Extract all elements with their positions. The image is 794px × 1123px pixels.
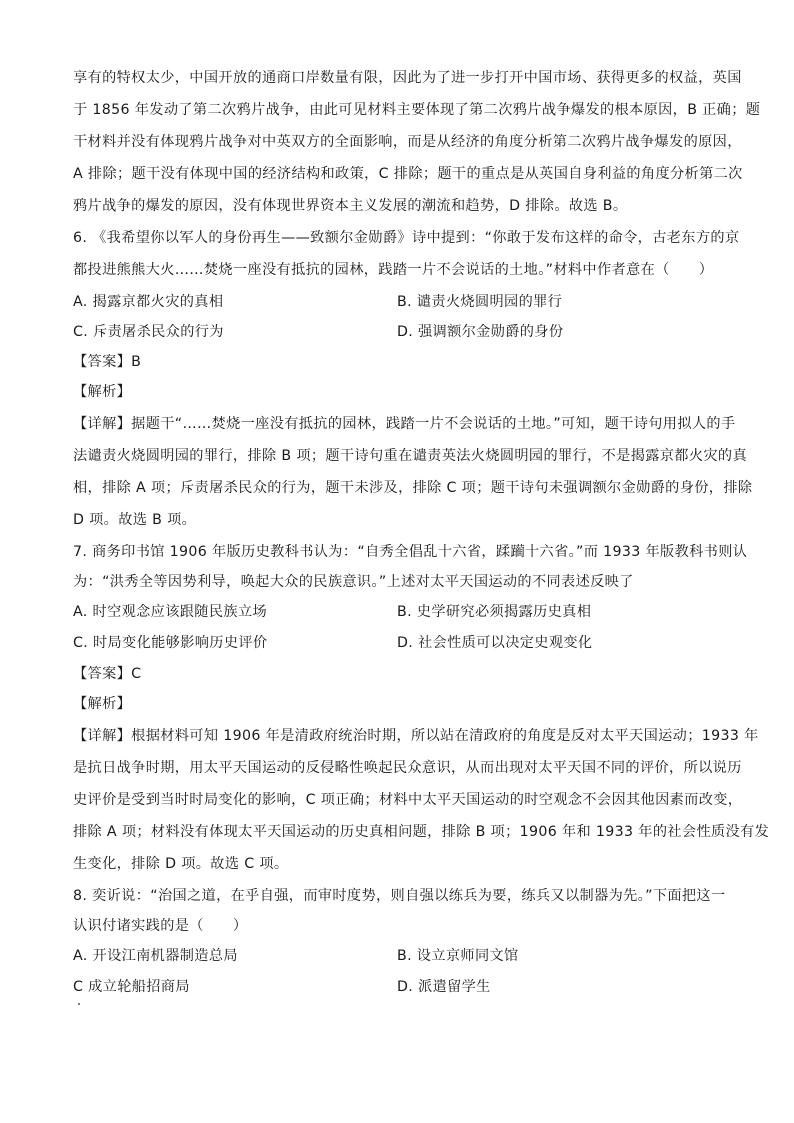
q8-option-b: B. 设立京师同文馆	[397, 948, 519, 964]
q6-answer-tag: 【答案】	[73, 354, 132, 370]
q8-option-c: C 成立轮船招商局	[73, 979, 190, 995]
q7-stem-line-1: 7. 商务印书馆 1906 年版历史教科书认为：“自秀全倡乱十六省，蹂躏十六省。”而 1933 年版教科书则认	[73, 544, 748, 560]
q6-option-b: B. 谴责火烧圆明园的罪行	[397, 294, 563, 310]
q7-option-d: D. 社会性质可以决定史观变化	[397, 635, 593, 651]
q6-answer-line	[73, 352, 723, 372]
q6-stem-line-1: 6. 《我希望你以军人的身份再生——致额尔金勋爵》诗中提到：“你敢于发布这样的命令，古老东方的京	[73, 230, 740, 246]
q8-option-d: D. 派遣留学生	[397, 979, 491, 995]
q6-stem-line-2: 都投进熊熊大火……焚烧一座没有抵抗的园林，践踏一片不会说话的土地。”材料中作者意在（ ）	[73, 262, 714, 278]
q6-option-c: C. 斥责屠杀民众的行为	[73, 324, 224, 340]
q7-detail-line-5: 生变化，排除 D 项。故选 C 项。	[73, 856, 289, 872]
intro-line-4: A 排除；题干没有体现中国的经济结构和政策，C 排除；题干的重点是从英国自身利益的角度分析第二次	[73, 166, 743, 182]
q7-analysis-tag: 【解析】	[73, 696, 132, 712]
q8-option-a: A. 开设江南机器制造总局	[73, 948, 238, 964]
q7-answer-tag: 【答案】	[73, 666, 132, 682]
q7-stem-line-2: 为：“洪秀全等因势利导，唤起大众的民族意识。”上述对太平天国运动的不同表述反映了	[73, 574, 634, 590]
q6-detail-line-3: 相，排除 A 项；斥责屠杀民众的行为，题干未涉及，排除 C 项；题干诗句未强调额尔金勋爵的身份，排除	[73, 480, 753, 496]
q6-detail-tag: 【详解】	[73, 416, 132, 432]
q7-detail-line-4: 排除 A 项；材料没有体现太平天国运动的历史真相问题，排除 B 项；1906 年和 1933 年的社会性质没有发	[73, 824, 770, 840]
q6-option-a: A. 揭露京都火灾的真相	[73, 294, 224, 310]
q6-detail-text-1: 据题干“……焚烧一座没有抵抗的园林，践踏一片不会说话的土地。”可知，题干诗句用拟人的手	[131, 416, 736, 432]
q7-option-a: A. 时空观念应该跟随民族立场	[73, 604, 267, 620]
q6-detail-line-2: 法谴责火烧圆明园的罪行，排除 B 项；题干诗句重在谴责英法火烧圆明园的罪行，不是揭露京都火灾的真	[73, 448, 747, 464]
q7-detail-tag: 【详解】	[73, 728, 132, 744]
q6-answer-value: B	[131, 354, 142, 370]
q7-option-b: B. 史学研究必须揭露历史真相	[397, 604, 592, 620]
stray-dot	[78, 1003, 80, 1005]
q7-detail-line-3: 史评价是受到当时时局变化的影响，C 项正确；材料中太平天国运动的时空观念不会因其他因素而改变，	[73, 792, 743, 808]
q7-detail-text-1: 根据材料可知 1906 年是清政府统治时期，所以站在清政府的角度是反对太平天国运动；1933 年	[131, 728, 759, 744]
intro-line-2: 于 1856 年发动了第二次鸦片战争，由此可见材料主要体现了第二次鸦片战争爆发的根本原因，B 正确；题	[73, 102, 761, 118]
intro-line-5: 鸦片战争的爆发的原因，没有体现世界资本主义发展的潮流和趋势，D 排除。故选 B。	[73, 198, 628, 214]
q7-answer-value: C	[131, 666, 142, 682]
intro-line-1: 享有的特权太少，中国开放的通商口岸数量有限，因此为了进一步打开中国市场、获得更多的权益，英国	[73, 70, 742, 86]
q7-answer-line	[73, 664, 723, 684]
q6-analysis-tag: 【解析】	[73, 384, 132, 400]
intro-line-3: 干材料并没有体现鸦片战争对中英双方的全面影响，而是从经济的角度分析第二次鸦片战争爆发的原因，	[73, 134, 742, 150]
q8-stem-line-1: 8. 奕䜣说：“治国之道，在乎自强，而审时度势，则自强以练兵为要，练兵又以制器为先。”下面把这一	[73, 888, 726, 904]
q6-detail-line-4: D 项。故选 B 项。	[73, 512, 197, 528]
q7-detail-line-2: 是抗日战争时期，用太平天国运动的反侵略性唤起民众意识，从而出现对太平天国不同的评价，所以说历	[73, 760, 742, 776]
q8-stem-line-2: 认识付诸实践的是（ ）	[73, 918, 248, 934]
q7-option-c: C. 时局变化能够影响历史评价	[73, 635, 268, 651]
q6-option-d: D. 强调额尔金勋爵的身份	[397, 324, 564, 340]
q6-detail-line-1	[73, 414, 736, 434]
q7-detail-line-1	[73, 726, 759, 746]
